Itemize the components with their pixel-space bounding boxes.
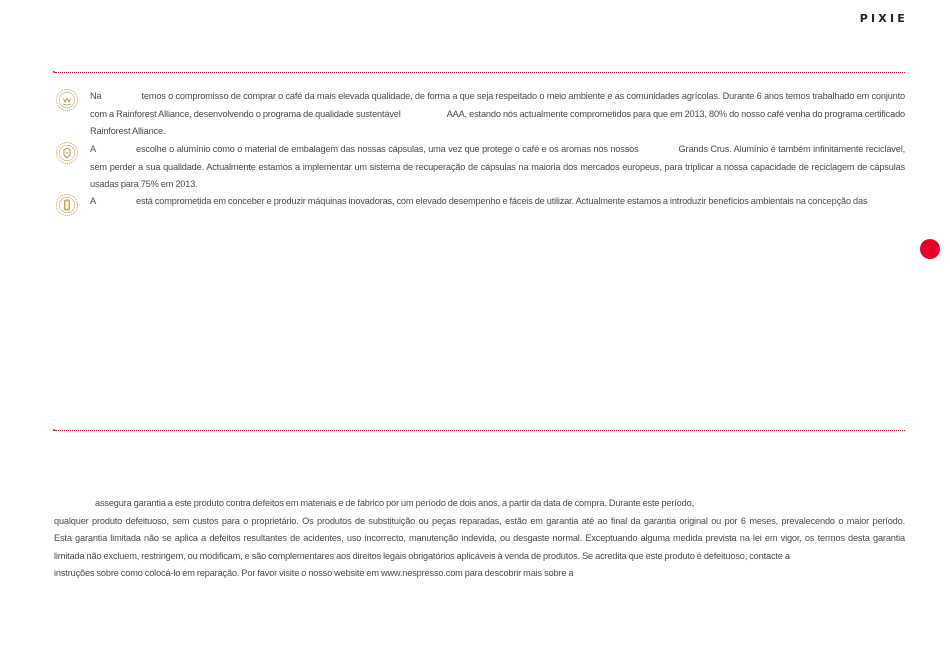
warranty-line-5: instruções sobre como colocá-lo em reparação. Por favor visite o nosso website em www.nespresso.com para descobrir mais sobre a <box>54 568 574 579</box>
warranty-line-2: qualquer produto defeituoso, sem custos para o proprietário. Os produtos de substituição ou peças reparadas, estão em garantia até ao final da garantia original ou por 6 meses, prevalecendo o maior período. <box>54 515 905 526</box>
eco-text-quality: Na temos o compromisso de comprar o café da mais elevada qualidade, de forma a que seja respeitado o meio ambiente e as comunidades agrícolas. Durante 6 anos temos trabalhado em conjunto com a Rainforest Alliance, desenvolvendo o programa de qualidade sustentável AAA, estando nós actualmente comprometidos para que em 2013, 80% do nosso café venha do programa certificado Rainforest Alliance. <box>90 91 905 136</box>
warranty-line-4: limitada não excluem, restringem, ou modificam, e são complementares aos direitos legais obrigatórios aplicáveis à venda de produtos. Se acredita que este produto é defeituoso, contacte a <box>54 550 790 561</box>
section-divider-bottom <box>55 430 905 431</box>
warranty-line-1: assegura garantia a este produto contra defeitos em materiais e de fabrico por um período de dois anos, a partir da data de compra. Durante este período, <box>95 498 694 508</box>
warranty-text <box>54 495 905 583</box>
ecolaboration-recycling-icon <box>55 141 79 165</box>
page-marker-dot <box>920 239 940 259</box>
eco-text-recycling: A escolhe o alumínio como o material de embalagem das nossas cápsulas, uma vez que protege o café e os aromas nos nossos Grands Crus. Alumínio é também infinitamente reciclável, sem perder a sua qualidade. Actualmente estamos a implementar um sistema de recuperação de cápsulas na maioria dos mercados europeus, para triplicar a nossa capacidade de reciclagem de cápsulas usadas para 75% em 2013. <box>90 144 905 189</box>
warranty-line-3: Esta garantia limitada não se aplica a defeitos resultantes de acidentes, uso incorrecto, manutenção indevida, ou desgaste normal. Exceptuando alguma medida prevista na lei em vigor, os termos desta garantia <box>54 533 905 544</box>
eco-text-machine: A está comprometida em conceber e produzir máquinas inovadoras, com elevado desempenho e fáceis de utilizar. Actualmente estamos a introduzir benefícios ambientais na concepção das <box>90 196 868 206</box>
brand-logo: PIXIE <box>859 12 908 25</box>
section-divider-top <box>55 72 905 73</box>
ecolaboration-quality-icon <box>55 88 79 112</box>
ecolaboration-machine-icon <box>55 193 79 217</box>
